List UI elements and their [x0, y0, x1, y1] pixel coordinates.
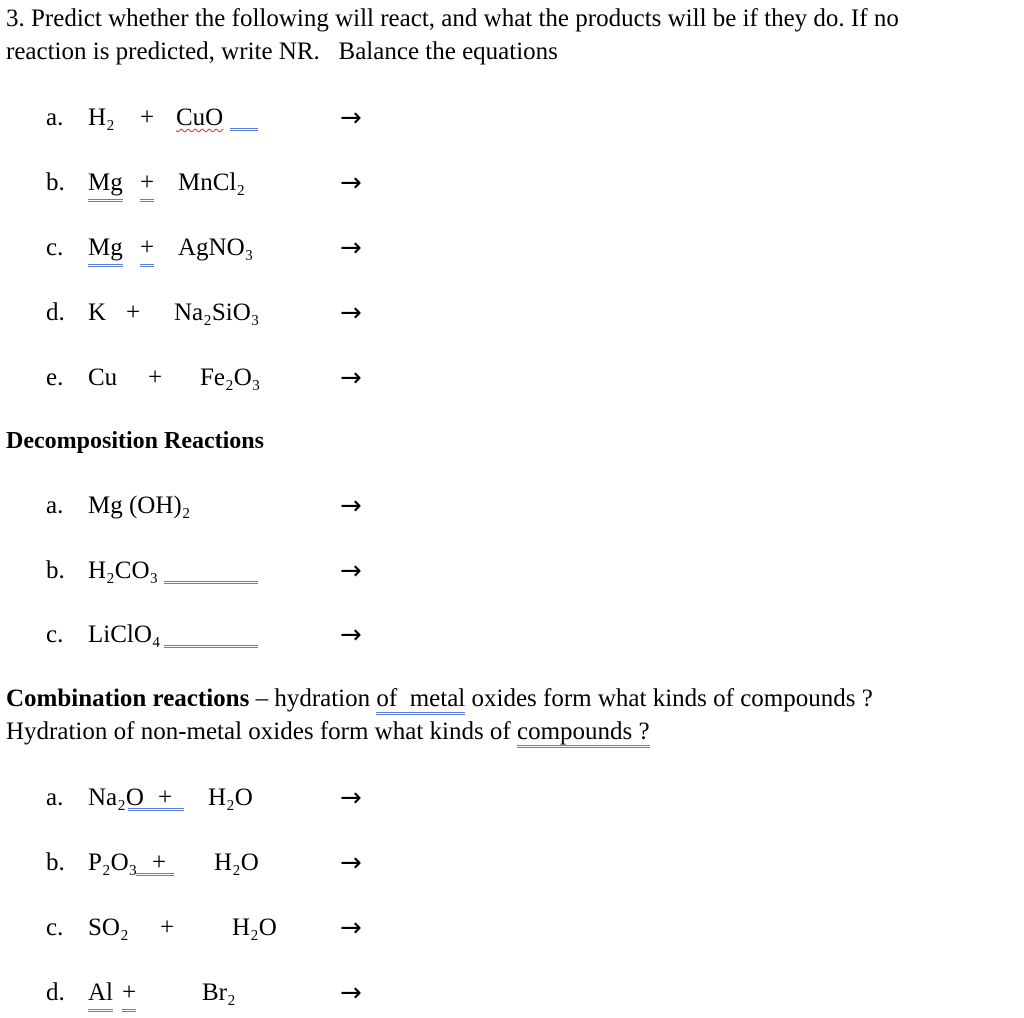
item-letter: c.	[46, 234, 64, 261]
arrow-icon: →	[340, 783, 362, 813]
reactant-2: H₂O	[208, 784, 253, 811]
item-letter: e.	[46, 364, 64, 391]
plus-sign: +	[122, 977, 136, 1012]
reactant-1: SO₂	[88, 914, 129, 941]
item-letter: a.	[46, 492, 64, 519]
item-letter: b.	[46, 849, 65, 876]
reactant-2: H₂O	[232, 914, 277, 941]
underline-mark	[164, 581, 258, 584]
reactant-2: CuO	[176, 104, 224, 131]
item-letter: b.	[46, 557, 65, 584]
underline-mark	[128, 808, 184, 811]
combination-underlined: compounds ?	[517, 718, 650, 748]
combination-underlined: of metal	[376, 685, 465, 715]
reactant-1: H₂CO₃	[88, 557, 159, 584]
reactant-2: AgNO₃	[178, 234, 254, 261]
reactant-1: K	[88, 299, 107, 326]
reactant-1: Al	[88, 977, 113, 1012]
item-letter: a.	[46, 104, 64, 131]
reactant-1: Mg	[88, 232, 123, 267]
arrow-icon: →	[340, 978, 362, 1008]
plus-sign: +	[152, 849, 167, 876]
reactant-2: Na₂SiO₃	[174, 299, 260, 326]
arrow-icon: →	[340, 233, 362, 263]
arrow-icon: →	[340, 363, 362, 393]
arrow-icon: →	[340, 491, 362, 521]
item-letter: d.	[46, 299, 65, 326]
combination-line-2	[6, 715, 1016, 748]
arrow-icon: →	[340, 620, 362, 650]
arrow-icon: →	[340, 556, 362, 586]
arrow-icon: →	[340, 298, 362, 328]
reactant-1: H₂	[88, 104, 115, 131]
plus-sign: +	[148, 364, 163, 391]
item-letter: c.	[46, 914, 64, 941]
instructions-line-2: reaction is predicted, write NR. Balance the equations	[6, 38, 558, 65]
underline-mark	[230, 128, 258, 131]
arrow-icon: →	[340, 103, 362, 133]
reactant-1: Mg	[88, 167, 123, 202]
item-letter: a.	[46, 784, 64, 811]
item-letter: d.	[46, 979, 65, 1006]
decomposition-heading: Decomposition Reactions	[6, 428, 264, 454]
combination-text: – hydration	[249, 685, 377, 712]
combination-text: oxides form what kinds of compounds ?	[465, 685, 873, 712]
instructions-line-1: 3. Predict whether the following will react, and what the products will be if they do. If no	[6, 5, 899, 32]
item-letter: c.	[46, 621, 64, 648]
combination-line-1	[6, 682, 1016, 715]
item-letter: b.	[46, 169, 65, 196]
reactant-1: Na₂O	[88, 784, 144, 811]
instructions	[6, 2, 1016, 68]
combination-heading-bold: Combination reactions	[6, 685, 250, 712]
plus-sign: +	[140, 167, 154, 202]
plus-sign: +	[140, 104, 155, 131]
reactant-1: LiClO₄	[88, 621, 161, 648]
arrow-icon: →	[340, 913, 362, 943]
combination-text: Hydration of non-metal oxides form what kinds of	[6, 718, 518, 745]
reactant-1: Mg (OH)₂	[88, 492, 191, 519]
underline-mark	[164, 645, 258, 648]
underline-mark	[136, 873, 174, 876]
plus-sign: +	[158, 784, 173, 811]
reactant-2: Fe₂O₃	[200, 364, 261, 391]
reactant-2: Br₂	[202, 979, 236, 1006]
arrow-icon: →	[340, 168, 362, 198]
reactant-1: Cu	[88, 364, 118, 391]
reactant-1: P₂O₃	[88, 849, 138, 876]
plus-sign: +	[126, 299, 141, 326]
plus-sign: +	[140, 232, 154, 267]
plus-sign: +	[160, 914, 175, 941]
arrow-icon: →	[340, 848, 362, 878]
combination-heading	[6, 682, 1016, 748]
reactant-2: MnCl₂	[178, 169, 246, 196]
reactant-2: H₂O	[214, 849, 259, 876]
